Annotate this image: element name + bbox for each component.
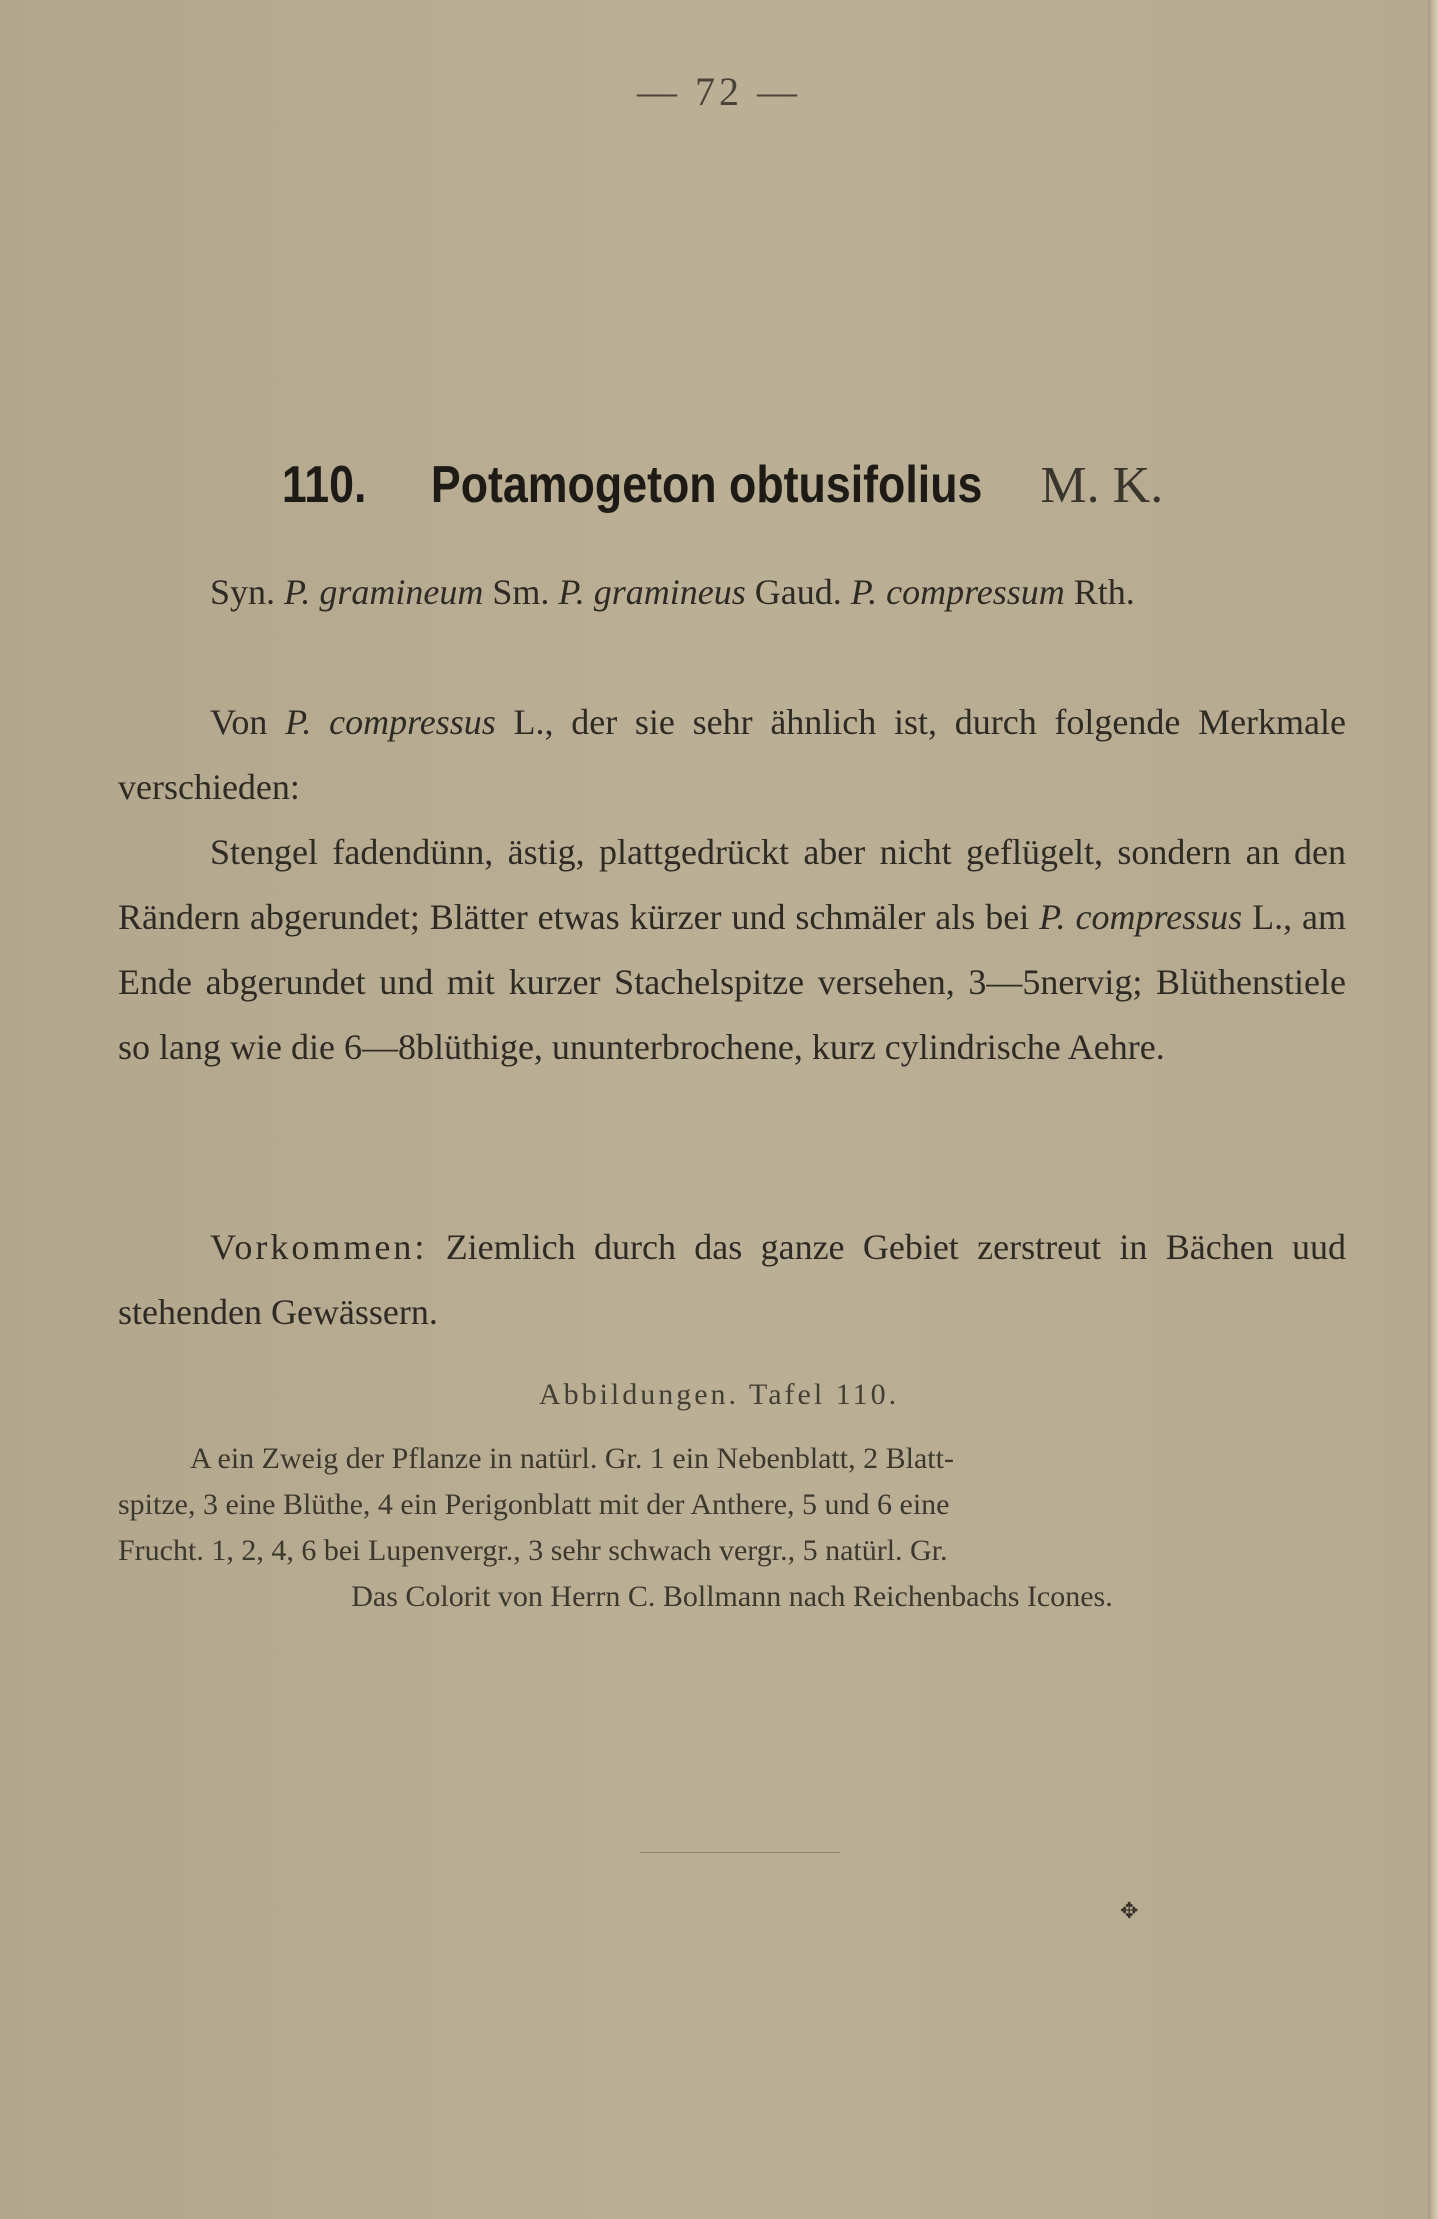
caption-line: Frucht. 1, 2, 4, 6 bei Lupenvergr., 3 sehr schwach vergr., 5 natürl. Gr. (118, 1534, 948, 1567)
occurrence-label: Vorkommen: (210, 1227, 428, 1267)
synonym-author: Gaud. (754, 572, 842, 612)
illustrations-caption (118, 1436, 1346, 1620)
species-number: 110. (281, 456, 367, 514)
synonym-name: P. compressum (850, 572, 1065, 612)
species-name: Potamogeton obtusifolius (431, 456, 983, 514)
synonym-author: Sm. (492, 572, 550, 612)
description-text-1: Stengel fadendünn, ästig, plattgedrückt aber nicht geflügelt, sondern an den Rändern abgerundet; Blätter etwas kürzer und schmäler als bei (118, 832, 1346, 937)
species-heading (0, 455, 1438, 515)
synonym-author: Rth. (1073, 572, 1135, 612)
page-number: — 72 — (637, 69, 801, 114)
comparison-lead: Von (210, 702, 268, 742)
occurrence-paragraph (118, 1215, 1346, 1345)
synonyms-prefix: Syn. (210, 572, 276, 612)
caption-line: spitze, 3 eine Blüthe, 4 ein Perigonblatt mit der Anthere, 5 und 6 eine (118, 1488, 950, 1521)
synonym-name: P. gramineum (284, 572, 484, 612)
divider-rule (640, 1852, 840, 1853)
species-author: M. K. (1040, 457, 1164, 514)
description-paragraph (118, 820, 1346, 1080)
description-text-2: L., am Ende abgerundet und mit kurzer Stachelspitze versehen, 3—5nervig; Blüthenstiele so lang wie die 6—8blüthige, ununterbrochene, kurz cylindrische Aehre. (118, 897, 1346, 1067)
page-edge (1428, 0, 1438, 2219)
ornament-mark: ✥ (1120, 1898, 1139, 1923)
comparison-text: L., der sie sehr ähnlich ist, durch folgende Merkmale verschieden: (118, 702, 1347, 807)
caption-line: A ein Zweig der Pflanze in natürl. Gr. 1 ein Nebenblatt, 2 Blatt- (190, 1442, 954, 1475)
caption-line: Das Colorit von Herrn C. Bollmann nach Reichenbachs Icones. (351, 1580, 1113, 1613)
comparison-species: P. compressus (285, 702, 496, 742)
illustrations-title: Abbildungen. Tafel 110. (538, 1378, 900, 1411)
synonyms-paragraph (118, 560, 1346, 625)
description-species: P. compressus (1039, 897, 1243, 937)
comparison-paragraph (118, 690, 1346, 820)
occurrence-text: Ziemlich durch das ganze Gebiet zerstreut in Bächen uud stehenden Gewässern. (118, 1227, 1347, 1332)
synonym-name: P. gramineus (558, 572, 746, 612)
